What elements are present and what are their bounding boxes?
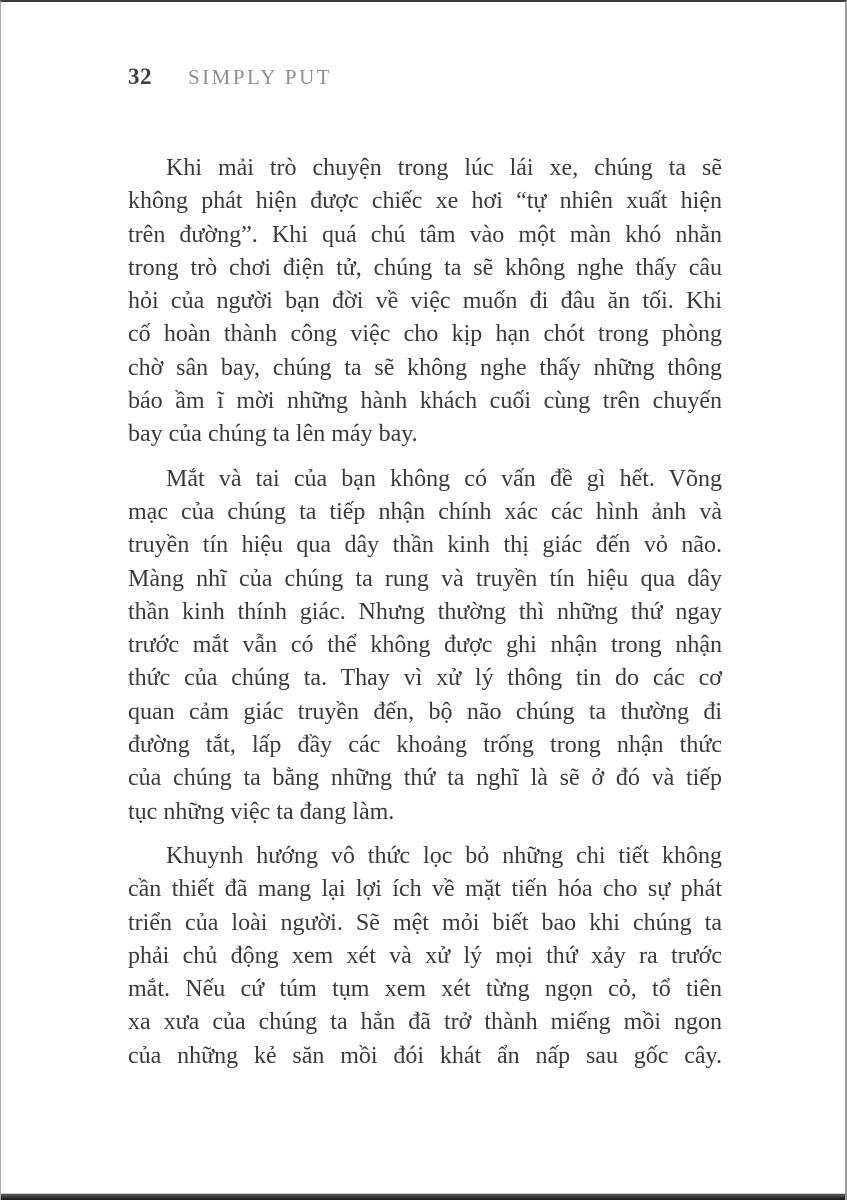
text-line: triển của loài người. Sẽ mệt mỏi biết bao khi chúng ta xyxy=(128,909,722,936)
body-text xyxy=(128,152,722,1084)
text-line: trong trò chơi điện tử, chúng ta sẽ không nghe thấy câu xyxy=(128,254,722,281)
paragraph xyxy=(128,463,722,829)
text-line: không phát hiện được chiếc xe hơi “tự nhiên xuất hiện xyxy=(128,188,722,215)
text-line: Mắt và tai của bạn không có vấn đề gì hết. Võng xyxy=(166,465,722,492)
text-line: trước mắt vẫn có thể không được ghi nhận trong nhận xyxy=(128,632,722,659)
running-title: SIMPLY PUT xyxy=(188,65,333,89)
text-line: của chúng ta bằng những thứ ta nghĩ là sẽ ở đó và tiếp xyxy=(128,765,722,792)
text-line: cần thiết đã mang lại lợi ích về mặt tiến hóa cho sự phát xyxy=(128,876,722,903)
page-number: 32 xyxy=(128,64,152,89)
text-line: trên đường”. Khi quá chú tâm vào một màn khó nhằn xyxy=(128,221,722,248)
text-line: xa xưa của chúng ta hẳn đã trở thành miếng mồi ngon xyxy=(128,1009,722,1036)
text-line: thức của chúng ta. Thay vì xử lý thông tin do các cơ xyxy=(128,665,722,692)
text-line: quan cảm giác truyền đến, bộ não chúng ta thường đi xyxy=(128,698,722,725)
text-line: cố hoàn thành công việc cho kịp hạn chót trong phòng xyxy=(128,321,722,348)
paragraph xyxy=(128,152,722,452)
page-bottom-edge xyxy=(1,1193,845,1200)
text-line: mắt. Nếu cứ túm tụm xem xét từng ngọn cỏ, tổ tiên xyxy=(128,976,722,1003)
text-line: báo ầm ĩ mời những hành khách cuối cùng trên chuyến xyxy=(128,388,722,415)
text-line: Màng nhĩ của chúng ta rung và truyền tín hiệu qua dây xyxy=(128,565,722,592)
text-line: thần kinh thính giác. Nhưng thường thì những thứ ngay xyxy=(128,598,722,625)
text-line: đường tắt, lấp đầy các khoảng trống trong nhận thức xyxy=(128,732,722,759)
text-line: bay của chúng ta lên máy bay. xyxy=(128,421,418,448)
paragraph xyxy=(128,840,722,1073)
text-line: truyền tín hiệu qua dây thần kinh thị giác đến vỏ não. xyxy=(128,532,722,559)
text-line: Khi mải trò chuyện trong lúc lái xe, chúng ta sẽ xyxy=(166,155,722,181)
page-header xyxy=(128,64,332,90)
text-line: mạc của chúng ta tiếp nhận chính xác các hình ảnh và xyxy=(128,498,722,525)
text-line: phải chủ động xem xét và xử lý mọi thứ xảy ra trước xyxy=(128,942,722,969)
text-line: của những kẻ săn mồi đói khát ẩn nấp sau gốc cây. xyxy=(128,1042,722,1069)
text-line: hỏi của người bạn đời về việc muốn đi đâu ăn tối. Khi xyxy=(128,288,722,315)
text-line: chờ sân bay, chúng ta sẽ không nghe thấy những thông xyxy=(128,354,722,381)
text-line: tục những việc ta đang làm. xyxy=(128,798,395,825)
text-line: Khuynh hướng vô thức lọc bỏ những chi tiết không xyxy=(166,842,722,869)
